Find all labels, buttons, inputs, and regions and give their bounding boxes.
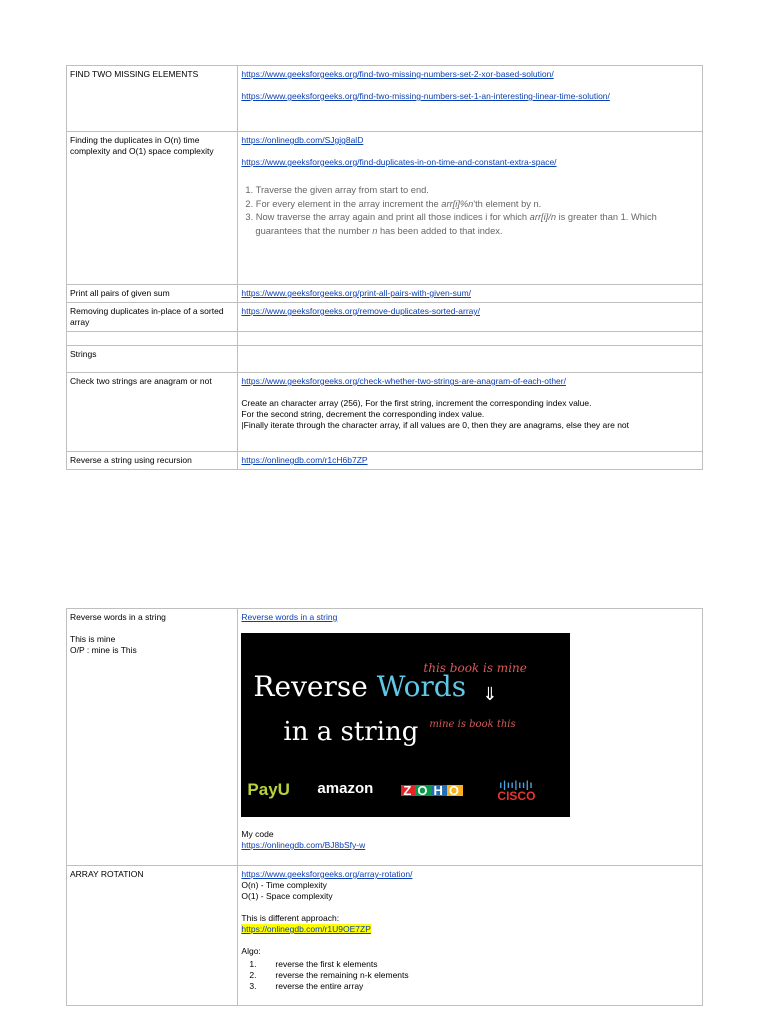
table-row <box>67 303 703 332</box>
list-item: 1. Traverse the given array from start to end. <box>245 185 429 195</box>
zoho-logo: Z O H O <box>403 783 462 798</box>
notes-table-2 <box>66 608 703 1006</box>
example-output: O/P : mine is This <box>70 645 137 655</box>
time-complexity: O(n) - Time complexity <box>241 880 327 890</box>
empty-cell <box>238 332 703 346</box>
topic-title: Finding the duplicates in O(n) time complexity and O(1) space complexity <box>70 135 214 156</box>
topic-cell <box>67 132 238 285</box>
notes-table-1 <box>66 65 703 470</box>
topic-title: FIND TWO MISSING ELEMENTS <box>70 69 199 79</box>
links-cell <box>238 285 703 303</box>
code-link[interactable]: https://onlinegdb.com/BJ8bSfy-w <box>241 840 366 850</box>
table-row <box>67 66 703 132</box>
table-row <box>67 452 703 470</box>
topic-title: Removing duplicates in-place of a sorted array <box>70 306 224 327</box>
links-cell <box>238 132 703 285</box>
reference-link[interactable]: https://www.geeksforgeeks.org/remove-duplicates-sorted-array/ <box>241 306 480 316</box>
cisco-logo: ı|ıı|ıı|ı CISCO <box>497 780 536 803</box>
amazon-logo: amazon <box>317 780 374 797</box>
section-heading: Strings <box>70 349 97 359</box>
reference-link[interactable]: https://www.geeksforgeeks.org/find-duplicates-in-on-time-and-constant-extra-space/ <box>241 157 557 167</box>
links-cell <box>238 303 703 332</box>
note-text: For the second string, decrement the corresponding index value. <box>241 409 485 419</box>
reference-link[interactable]: https://www.geeksforgeeks.org/check-whether-two-strings-are-anagram-of-each-other/ <box>241 376 566 386</box>
code-label: My code <box>241 829 274 839</box>
down-arrow-icon: ⇓ <box>482 684 498 704</box>
links-cell <box>238 866 703 1006</box>
empty-cell <box>67 332 238 346</box>
topic-cell <box>67 66 238 132</box>
note-text: |Finally iterate through the character array, if all values are 0, then they are anagrams, else they are not <box>241 420 630 430</box>
table-row <box>67 132 703 285</box>
topic-title: Reverse a string using recursion <box>70 455 192 465</box>
topic-cell <box>67 373 238 452</box>
code-link[interactable]: https://onlinegdb.com/r1U9OE7ZP <box>241 924 371 934</box>
list-item: 3. Now traverse the array again and print all those indices i for which arr[i]/n is greater than 1. Which guarantees that the number n has been added to that index. <box>245 212 657 236</box>
reference-link[interactable]: https://www.geeksforgeeks.org/array-rotation/ <box>241 869 413 879</box>
example-input: This is mine <box>70 634 116 644</box>
topic-cell <box>67 285 238 303</box>
list-item: 1. reverse the first k elements <box>249 959 378 969</box>
reference-link[interactable]: Reverse words in a string <box>241 612 338 622</box>
links-cell <box>238 66 703 132</box>
banner-subtitle: in a string <box>283 717 419 747</box>
topic-cell <box>67 303 238 332</box>
table-row <box>67 866 703 1006</box>
reference-link[interactable]: https://www.geeksforgeeks.org/find-two-missing-numbers-set-2-xor-based-solution/ <box>241 69 554 79</box>
table-row <box>67 373 703 452</box>
topic-title: ARRAY ROTATION <box>70 869 144 879</box>
list-item: 2. reverse the remaining n-k elements <box>249 970 409 980</box>
table-row <box>67 332 703 346</box>
algo-steps <box>249 959 699 992</box>
reverse-words-banner-image <box>241 633 570 817</box>
payu-logo: PayU <box>247 780 290 799</box>
reference-link[interactable]: https://www.geeksforgeeks.org/print-all-pairs-with-given-sum/ <box>241 288 472 298</box>
algo-label: Algo: <box>241 946 261 956</box>
table-row <box>67 346 703 373</box>
reference-link[interactable]: https://www.geeksforgeeks.org/find-two-missing-numbers-set-1-an-interesting-linear-time-solution/ <box>241 91 610 101</box>
topic-cell <box>67 866 238 1006</box>
approach-label: This is different approach: <box>241 913 340 923</box>
table-row <box>67 609 703 866</box>
algorithm-steps <box>245 184 699 238</box>
links-cell <box>238 609 703 866</box>
list-item: 3. reverse the entire array <box>249 981 364 991</box>
banner-title: Reverse Words <box>253 670 467 703</box>
topic-title: Reverse words in a string <box>70 612 166 622</box>
empty-cell <box>238 346 703 373</box>
topic-title: Check two strings are anagram or not <box>70 376 212 386</box>
table-row <box>67 285 703 303</box>
space-complexity: O(1) - Space complexity <box>241 891 333 901</box>
links-cell <box>238 373 703 452</box>
handwritten-text: mine is book this <box>429 719 516 730</box>
code-link[interactable]: https://onlinegdb.com/r1cH6b7ZP <box>241 455 368 465</box>
handwritten-text: this book is mine <box>423 661 527 675</box>
list-item: 2. For every element in the array increment the arr[i]%n'th element by n. <box>245 198 542 209</box>
note-text: Create an character array (256), For the first string, increment the corresponding index value. <box>241 398 592 408</box>
links-cell <box>238 452 703 470</box>
topic-title: Print all pairs of given sum <box>70 288 170 298</box>
topic-cell <box>67 609 238 866</box>
topic-cell <box>67 452 238 470</box>
topic-cell <box>67 346 238 373</box>
code-link[interactable]: https://onlinegdb.com/SJgig8alD <box>241 135 364 145</box>
